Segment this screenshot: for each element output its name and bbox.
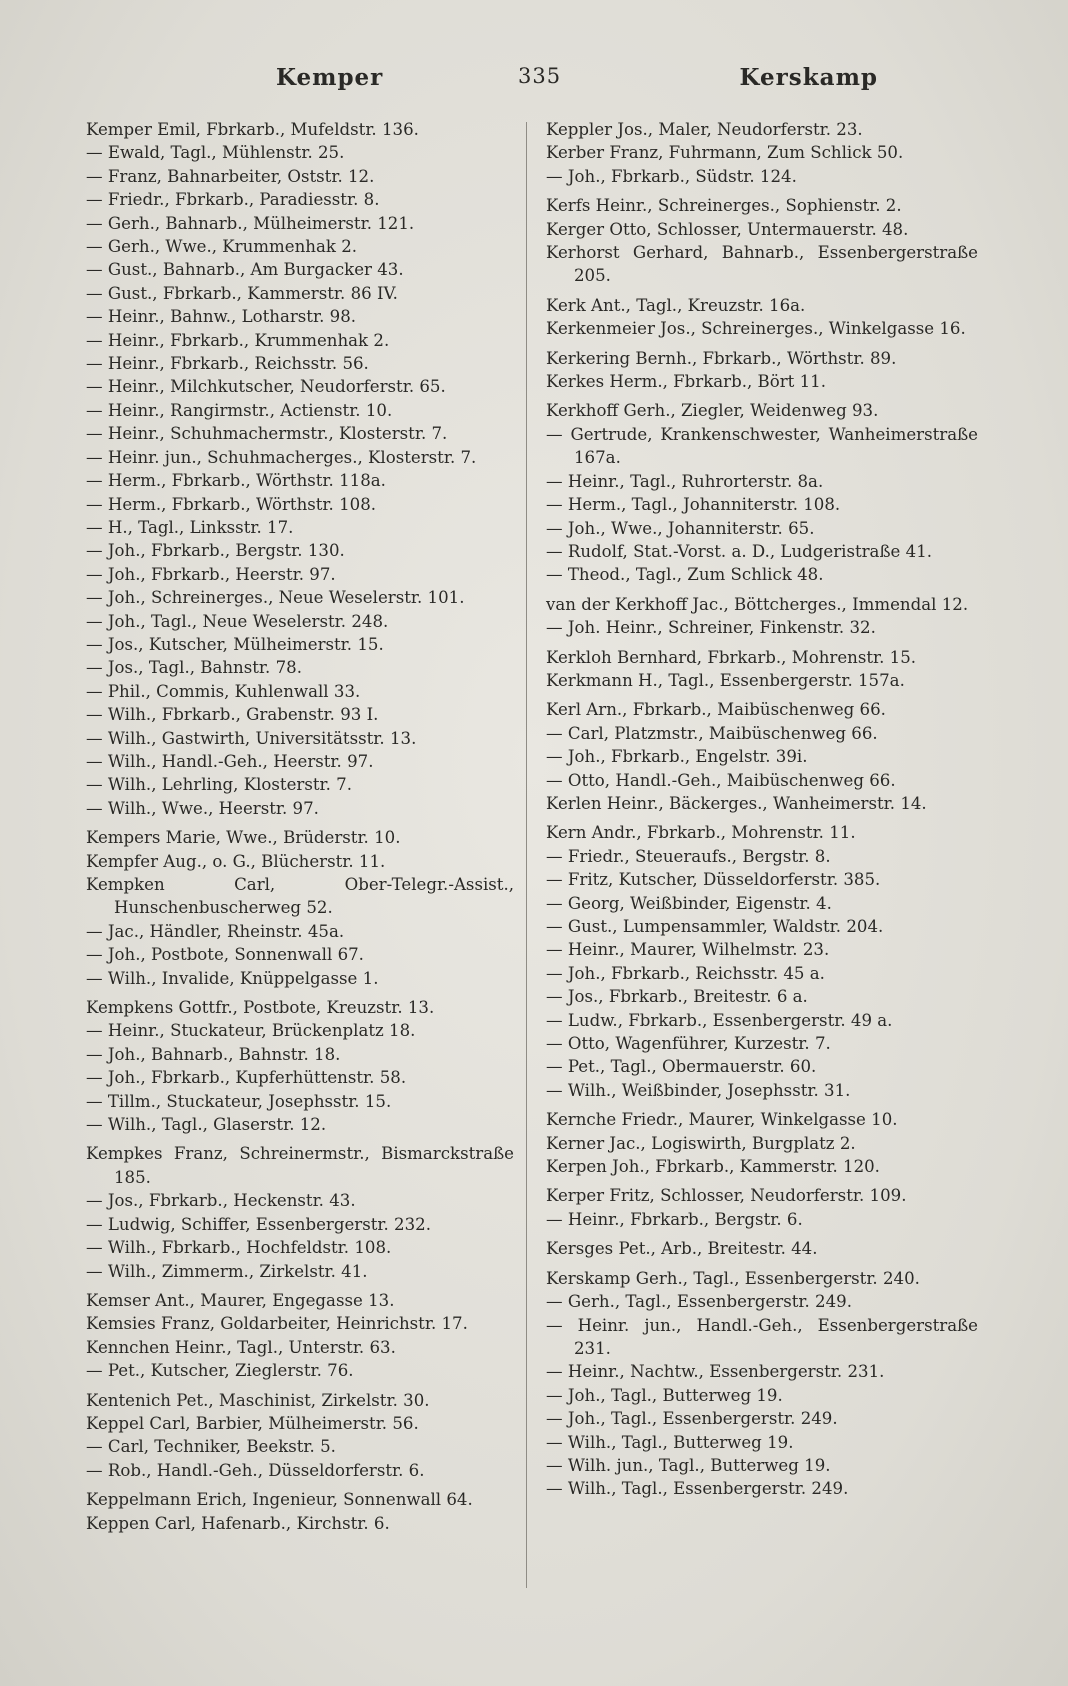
right-column <box>546 118 978 1501</box>
directory-entry: Keppen Carl, Hafenarb., Kirchstr. 6. <box>86 1513 390 1533</box>
left-column <box>86 118 514 1535</box>
directory-entry: Kerhorst Gerhard, Bahnarb., Essenbergerstraße 205. <box>546 243 978 286</box>
directory-entry: — Joh., Postbote, Sonnenwall 67. <box>86 945 364 965</box>
directory-entry: — Friedr., Fbrkarb., Paradiesstr. 8. <box>86 190 380 210</box>
directory-entry: — Herm., Fbrkarb., Wörthstr. 108. <box>86 494 377 514</box>
directory-entry: Kerk Ant., Tagl., Kreuzstr. 16a. <box>546 295 806 315</box>
directory-entry: — Otto, Handl.-Geh., Maibüschenweg 66. <box>546 770 896 790</box>
directory-entry: Kerkloh Bernhard, Fbrkarb., Mohrenstr. 15. <box>546 647 917 667</box>
directory-entry: — Jos., Tagl., Bahnstr. 78. <box>86 658 302 678</box>
directory-entry: — Jos., Fbrkarb., Heckenstr. 43. <box>86 1191 356 1211</box>
directory-entry: — Gerh., Wwe., Krummenhak 2. <box>86 237 358 257</box>
directory-entry: Kern Andr., Fbrkarb., Mohrenstr. 11. <box>546 823 856 843</box>
directory-entry: — Wilh. jun., Tagl., Butterweg 19. <box>546 1455 831 1475</box>
directory-entry: — Joh., Wwe., Johanniterstr. 65. <box>546 518 815 538</box>
directory-entry: — Joh., Fbrkarb., Südstr. 124. <box>546 166 797 186</box>
directory-entry: — Herm., Tagl., Johanniterstr. 108. <box>546 495 841 515</box>
header-left-keyword: Kemper <box>276 64 384 91</box>
directory-entry: — Herm., Fbrkarb., Wörthstr. 118a. <box>86 471 386 491</box>
directory-entry: — Heinr., Stuckateur, Brückenplatz 18. <box>86 1021 416 1041</box>
header-right-keyword: Kerskamp <box>739 64 878 91</box>
directory-entry: — Wilh., Invalide, Knüppelgasse 1. <box>86 968 379 988</box>
directory-entry: Keppel Carl, Barbier, Mülheimerstr. 56. <box>86 1413 419 1433</box>
directory-entry: Kentenich Pet., Maschinist, Zirkelstr. 30. <box>86 1390 430 1410</box>
directory-entry: — Joh., Tagl., Butterweg 19. <box>546 1385 783 1405</box>
directory-entry: — Joh., Schreinerges., Neue Weselerstr. 101. <box>86 588 465 608</box>
directory-entry: — Wilh., Tagl., Glaserstr. 12. <box>86 1115 327 1135</box>
directory-entry: — Joh., Fbrkarb., Bergstr. 130. <box>86 541 345 561</box>
directory-entry: Kerger Otto, Schlosser, Untermauerstr. 48. <box>546 219 909 239</box>
directory-entry: — Phil., Commis, Kuhlenwall 33. <box>86 681 361 701</box>
directory-entry: Kerber Franz, Fuhrmann, Zum Schlick 50. <box>546 143 904 163</box>
column-divider <box>526 122 527 1588</box>
directory-entry: Kernche Friedr., Maurer, Winkelgasse 10. <box>546 1110 898 1130</box>
directory-entry: — Wilh., Tagl., Essenbergerstr. 249. <box>546 1479 849 1499</box>
directory-entry: — Heinr., Fbrkarb., Krummenhak 2. <box>86 330 390 350</box>
directory-entry: Kerskamp Gerh., Tagl., Essenbergerstr. 240. <box>546 1268 920 1288</box>
directory-entry: Kennchen Heinr., Tagl., Unterstr. 63. <box>86 1337 396 1357</box>
directory-entry: — Joh., Fbrkarb., Kupferhüttenstr. 58. <box>86 1068 407 1088</box>
directory-entry: — Gerh., Bahnarb., Mülheimerstr. 121. <box>86 213 415 233</box>
directory-entry: Kerl Arn., Fbrkarb., Maibüschenweg 66. <box>546 700 886 720</box>
directory-entry: — Friedr., Steueraufs., Bergstr. 8. <box>546 846 831 866</box>
directory-entry: — Theod., Tagl., Zum Schlick 48. <box>546 565 824 585</box>
directory-entry: — Fritz, Kutscher, Düsseldorferstr. 385. <box>546 870 881 890</box>
directory-entry: — Georg, Weißbinder, Eigenstr. 4. <box>546 893 832 913</box>
directory-entry: — Joh., Fbrkarb., Heerstr. 97. <box>86 564 336 584</box>
directory-entry: — Tillm., Stuckateur, Josephsstr. 15. <box>86 1091 392 1111</box>
directory-entry: — Wilh., Wwe., Heerstr. 97. <box>86 798 319 818</box>
directory-entry: — Heinr., Maurer, Wilhelmstr. 23. <box>546 940 830 960</box>
directory-entry: — Heinr., Fbrkarb., Reichsstr. 56. <box>86 354 369 374</box>
directory-entry: — Jac., Händler, Rheinstr. 45a. <box>86 921 345 941</box>
directory-entry: — Wilh., Fbrkarb., Hochfeldstr. 108. <box>86 1238 392 1258</box>
directory-entry: — Heinr. jun., Handl.-Geh., Essenbergerstraße 231. <box>546 1315 978 1358</box>
directory-entry: — Jos., Kutscher, Mülheimerstr. 15. <box>86 634 384 654</box>
directory-entry: — Ludwig, Schiffer, Essenbergerstr. 232. <box>86 1214 431 1234</box>
directory-entry: — Ludw., Fbrkarb., Essenbergerstr. 49 a. <box>546 1010 893 1030</box>
directory-entry: — Wilh., Handl.-Geh., Heerstr. 97. <box>86 751 374 771</box>
directory-entry: — Heinr., Tagl., Ruhrorterstr. 8a. <box>546 471 824 491</box>
directory-entry: Kersges Pet., Arb., Breitestr. 44. <box>546 1239 818 1259</box>
directory-entry: — Otto, Wagenführer, Kurzestr. 7. <box>546 1034 831 1054</box>
directory-entry: — Joh. Heinr., Schreiner, Finkenstr. 32. <box>546 618 876 638</box>
directory-entry: Kerner Jac., Logiswirth, Burgplatz 2. <box>546 1133 856 1153</box>
directory-entry: — Pet., Tagl., Obermauerstr. 60. <box>546 1057 817 1077</box>
directory-entry: Kerpen Joh., Fbrkarb., Kammerstr. 120. <box>546 1157 880 1177</box>
directory-entry: — Joh., Tagl., Essenbergerstr. 249. <box>546 1409 838 1429</box>
directory-entry: Keppelmann Erich, Ingenieur, Sonnenwall 64. <box>86 1490 473 1510</box>
directory-entry: Kerkenmeier Jos., Schreinerges., Winkelgasse 16. <box>546 319 966 339</box>
directory-entry: — Rob., Handl.-Geh., Düsseldorferstr. 6. <box>86 1460 425 1480</box>
directory-entry: — H., Tagl., Linksstr. 17. <box>86 517 294 537</box>
directory-entry: Kempken Carl, Ober-Telegr.-Assist., Hunschenbuscherweg 52. <box>86 875 514 918</box>
directory-entry: — Franz, Bahnarbeiter, Oststr. 12. <box>86 166 375 186</box>
directory-entry: — Heinr., Rangirmstr., Actienstr. 10. <box>86 400 393 420</box>
directory-entry: — Joh., Bahnarb., Bahnstr. 18. <box>86 1044 341 1064</box>
directory-entry: Kerkes Herm., Fbrkarb., Bört 11. <box>546 372 826 392</box>
directory-entry: — Heinr., Fbrkarb., Bergstr. 6. <box>546 1209 803 1229</box>
directory-entry: Kerlen Heinr., Bäckerges., Wanheimerstr. 14. <box>546 793 927 813</box>
directory-entry: — Carl, Platzmstr., Maibüschenweg 66. <box>546 723 878 743</box>
directory-entry: Kerper Fritz, Schlosser, Neudorferstr. 109. <box>546 1186 907 1206</box>
directory-entry: — Gust., Lumpensammler, Waldstr. 204. <box>546 917 884 936</box>
directory-entry: — Joh., Fbrkarb., Reichsstr. 45 a. <box>546 963 825 983</box>
directory-entry: — Heinr. jun., Schuhmacherges., Klosterstr. 7. <box>86 447 477 467</box>
directory-entry: — Gertrude, Krankenschwester, Wanheimerstraße 167a. <box>546 424 978 468</box>
directory-entry: — Wilh., Gastwirth, Universitätsstr. 13. <box>86 728 417 748</box>
directory-entry: — Rudolf, Stat.-Vorst. a. D., Ludgeristraße 41. <box>546 541 933 561</box>
directory-entry: — Wilh., Zimmerm., Zirkelstr. 41. <box>86 1261 368 1281</box>
page-number: 335 <box>518 64 562 88</box>
directory-entry: Keppler Jos., Maler, Neudorferstr. 23. <box>546 120 863 139</box>
directory-entry: — Heinr., Schuhmachermstr., Klosterstr. 7. <box>86 424 448 444</box>
directory-entry: — Gerh., Tagl., Essenbergerstr. 249. <box>546 1292 853 1312</box>
directory-entry: — Joh., Fbrkarb., Engelstr. 39i. <box>546 747 808 767</box>
directory-entry: — Heinr., Nachtw., Essenbergerstr. 231. <box>546 1362 885 1382</box>
directory-entry: — Wilh., Weißbinder, Josephsstr. 31. <box>546 1080 851 1100</box>
directory-entry: Kempkens Gottfr., Postbote, Kreuzstr. 13. <box>86 998 435 1018</box>
directory-entry: — Joh., Tagl., Neue Weselerstr. 248. <box>86 611 389 631</box>
directory-entry: — Gust., Bahnarb., Am Burgacker 43. <box>86 260 404 280</box>
directory-entry: Kemper Emil, Fbrkarb., Mufeldstr. 136. <box>86 120 419 139</box>
directory-entry: — Gust., Fbrkarb., Kammerstr. 86 IV. <box>86 283 398 303</box>
directory-entry: — Jos., Fbrkarb., Breitestr. 6 a. <box>546 987 808 1007</box>
directory-entry: — Wilh., Fbrkarb., Grabenstr. 93 I. <box>86 705 379 725</box>
directory-entry: Kerkmann H., Tagl., Essenbergerstr. 157a. <box>546 670 905 690</box>
directory-entry: — Ewald, Tagl., Mühlenstr. 25. <box>86 143 345 163</box>
directory-entry: Kempkes Franz, Schreinermstr., Bismarckstraße 185. <box>86 1144 514 1187</box>
directory-entry: — Wilh., Tagl., Butterweg 19. <box>546 1432 794 1452</box>
directory-entry: — Wilh., Lehrling, Klosterstr. 7. <box>86 775 352 795</box>
directory-entry: — Pet., Kutscher, Zieglerstr. 76. <box>86 1361 354 1381</box>
directory-entry: Kerfs Heinr., Schreinerges., Sophienstr. 2. <box>546 196 902 216</box>
directory-entry: — Heinr., Bahnw., Lotharstr. 98. <box>86 307 357 327</box>
directory-entry: van der Kerkhoff Jac., Böttcherges., Immendal 12. <box>546 594 969 614</box>
directory-entry: Kempers Marie, Wwe., Brüderstr. 10. <box>86 828 401 848</box>
directory-entry: Kerkhoff Gerh., Ziegler, Weidenweg 93. <box>546 401 879 421</box>
directory-entry: Kemser Ant., Maurer, Engegasse 13. <box>86 1290 395 1310</box>
page-header <box>86 64 978 104</box>
directory-entry: Kemsies Franz, Goldarbeiter, Heinrichstr. 17. <box>86 1314 468 1334</box>
directory-entry: — Heinr., Milchkutscher, Neudorferstr. 65. <box>86 377 446 397</box>
directory-entry: Kerkering Bernh., Fbrkarb., Wörthstr. 89. <box>546 348 897 368</box>
directory-entry: Kempfer Aug., o. G., Blücherstr. 11. <box>86 851 386 871</box>
directory-entry: — Carl, Techniker, Beekstr. 5. <box>86 1437 336 1457</box>
